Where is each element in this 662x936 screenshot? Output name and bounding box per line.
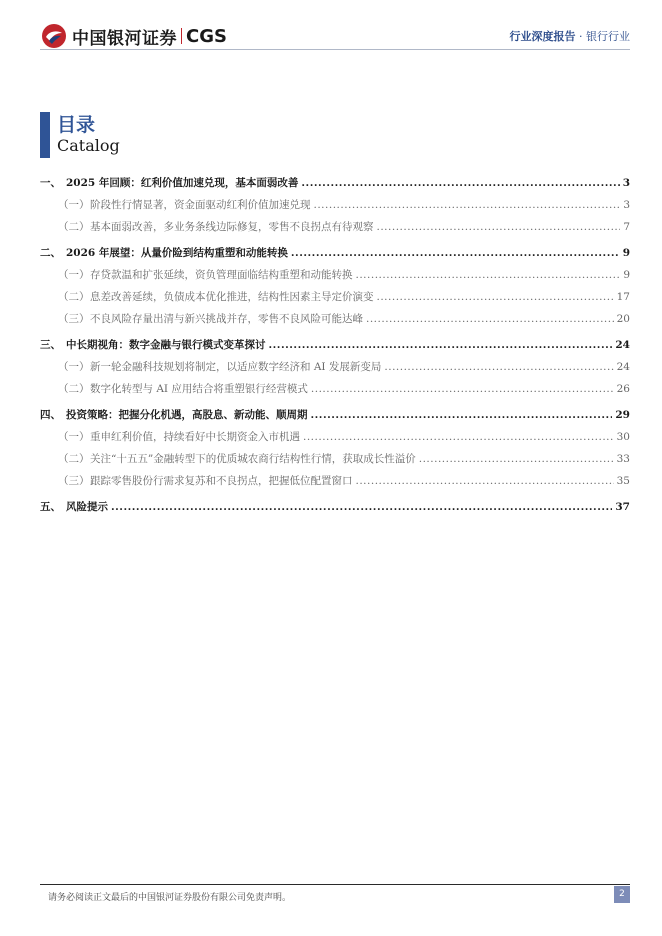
toc-dot-leader <box>303 427 614 447</box>
toc-entry-number: （三） <box>58 475 90 487</box>
toc-entry-number: （二） <box>58 453 90 465</box>
toc-page-number: 24 <box>616 361 630 373</box>
toc-page-number: 30 <box>616 431 630 443</box>
toc-dot-leader <box>291 243 620 263</box>
toc-dot-leader <box>356 265 621 285</box>
toc-entry-title: 2026 年展望：从量价险到结构重塑和动能转换 <box>66 247 288 259</box>
industry-name: 银行行业 <box>586 30 630 43</box>
toc-subsection-link[interactable] <box>40 287 630 307</box>
toc-dot-leader <box>384 357 613 377</box>
toc-subsection-link[interactable] <box>40 265 630 285</box>
toc-page-number: 9 <box>623 269 630 281</box>
toc-section-link[interactable] <box>40 173 630 193</box>
toc-subsection-link[interactable] <box>40 449 630 469</box>
toc-dot-leader <box>356 471 614 491</box>
toc-entry-number: （一） <box>58 361 90 373</box>
toc-entry-number: 五、 <box>40 501 61 513</box>
toc-entry-title: 息差改善延续，负债成本优化推进，结构性因素主导定价演变 <box>90 291 374 303</box>
cgs-logo-icon <box>40 22 68 50</box>
toc-subsection-link[interactable] <box>40 427 630 447</box>
toc-entry-number: （二） <box>58 383 90 395</box>
toc-entry-number: （二） <box>58 291 90 303</box>
toc-entry-title: 数字化转型与 AI 应用结合将重塑银行经营模式 <box>90 383 308 395</box>
toc-title-en: Catalog <box>57 136 120 155</box>
toc-dot-leader <box>419 449 614 469</box>
toc-page-number: 33 <box>616 453 630 465</box>
header-separator: · <box>579 30 583 43</box>
toc-dot-leader <box>377 217 621 237</box>
toc-page-number: 35 <box>616 475 630 487</box>
toc-page-number: 26 <box>616 383 630 395</box>
toc-entry-number: 四、 <box>40 409 61 421</box>
toc-page-number: 7 <box>623 221 630 233</box>
toc-section-link[interactable] <box>40 243 630 263</box>
toc-subsection-link[interactable] <box>40 217 630 237</box>
toc-entry-title: 新一轮金融科技规划将制定，以适应数字经济和 AI 发展新变局 <box>90 361 382 373</box>
logo-divider <box>181 28 182 44</box>
toc-title-cn: 目录 <box>57 114 96 136</box>
toc-entry-number: （三） <box>58 313 90 325</box>
page-header <box>0 0 662 60</box>
logo-en-text: CGS <box>186 25 227 47</box>
toc-entry-title: 基本面弱改善，多业务条线边际修复，零售不良拐点有待观察 <box>90 221 374 233</box>
toc-subsection-link[interactable] <box>40 357 630 377</box>
title-accent-bar <box>40 112 50 158</box>
toc-entry-title: 不良风险存量出清与新兴挑战并存，零售不良风险可能达峰 <box>90 313 363 325</box>
toc-dot-leader <box>314 195 621 215</box>
toc-page-number: 24 <box>615 339 630 351</box>
toc-dot-leader <box>269 335 613 355</box>
toc-page-number: 37 <box>615 501 630 513</box>
toc-dot-leader <box>377 287 614 307</box>
toc-page-number: 17 <box>616 291 630 303</box>
toc-entry-number: 三、 <box>40 339 61 351</box>
toc-entry-title: 重申红利价值，持续看好中长期资金入市机遇 <box>90 431 300 443</box>
report-category <box>510 28 631 44</box>
toc-entry-number: （一） <box>58 199 90 211</box>
company-logo <box>40 22 227 50</box>
toc-entry-number: （一） <box>58 431 90 443</box>
header-divider <box>40 49 630 50</box>
table-of-contents <box>40 173 630 517</box>
toc-entry-title: 中长期视角：数字金融与银行模式变革探讨 <box>66 339 266 351</box>
toc-entry-number: 二、 <box>40 247 61 259</box>
toc-subsection-link[interactable] <box>40 379 630 399</box>
toc-dot-leader <box>311 379 614 399</box>
toc-entry-number: （二） <box>58 221 90 233</box>
report-type: 行业深度报告 <box>509 30 576 43</box>
toc-dot-leader <box>301 173 619 193</box>
toc-entry-title: 投资策略：把握分化机遇，高股息、新动能、顺周期 <box>66 409 308 421</box>
toc-page-number: 3 <box>623 199 630 211</box>
footer-disclaimer: 请务必阅读正文最后的中国银河证券股份有限公司免责声明。 <box>48 893 292 903</box>
toc-page-number: 20 <box>616 313 630 325</box>
toc-subsection-link[interactable] <box>40 471 630 491</box>
toc-entry-title: 风险提示 <box>66 501 108 513</box>
toc-section-link[interactable] <box>40 335 630 355</box>
toc-section-link[interactable] <box>40 497 630 517</box>
footer-divider <box>40 884 630 885</box>
toc-dot-leader <box>111 497 612 517</box>
toc-entry-number: 一、 <box>40 177 61 189</box>
toc-section-link[interactable] <box>40 405 630 425</box>
toc-entry-number: （一） <box>58 269 90 281</box>
toc-entry-title: 关注“十五五”金融转型下的优质城农商行结构性行情，获取成长性溢价 <box>90 453 416 465</box>
toc-dot-leader <box>311 405 613 425</box>
toc-entry-title: 存贷款温和扩张延续，资负管理面临结构重塑和动能转换 <box>90 269 353 281</box>
toc-subsection-link[interactable] <box>40 195 630 215</box>
toc-entry-title: 2025 年回顾：红利价值加速兑现，基本面弱改善 <box>66 177 299 189</box>
toc-subsection-link[interactable] <box>40 309 630 329</box>
toc-entry-title: 跟踪零售股份行需求复苏和不良拐点，把握低位配置窗口 <box>90 475 353 487</box>
logo-cn-text: 中国银河证券 <box>72 28 177 49</box>
toc-dot-leader <box>366 309 614 329</box>
page-number: 2 <box>614 886 630 903</box>
toc-entry-title: 阶段性行情显著，资金面驱动红利价值加速兑现 <box>90 199 311 211</box>
toc-page-number: 29 <box>615 409 630 421</box>
toc-page-number: 9 <box>622 247 630 259</box>
toc-page-number: 3 <box>622 177 630 189</box>
